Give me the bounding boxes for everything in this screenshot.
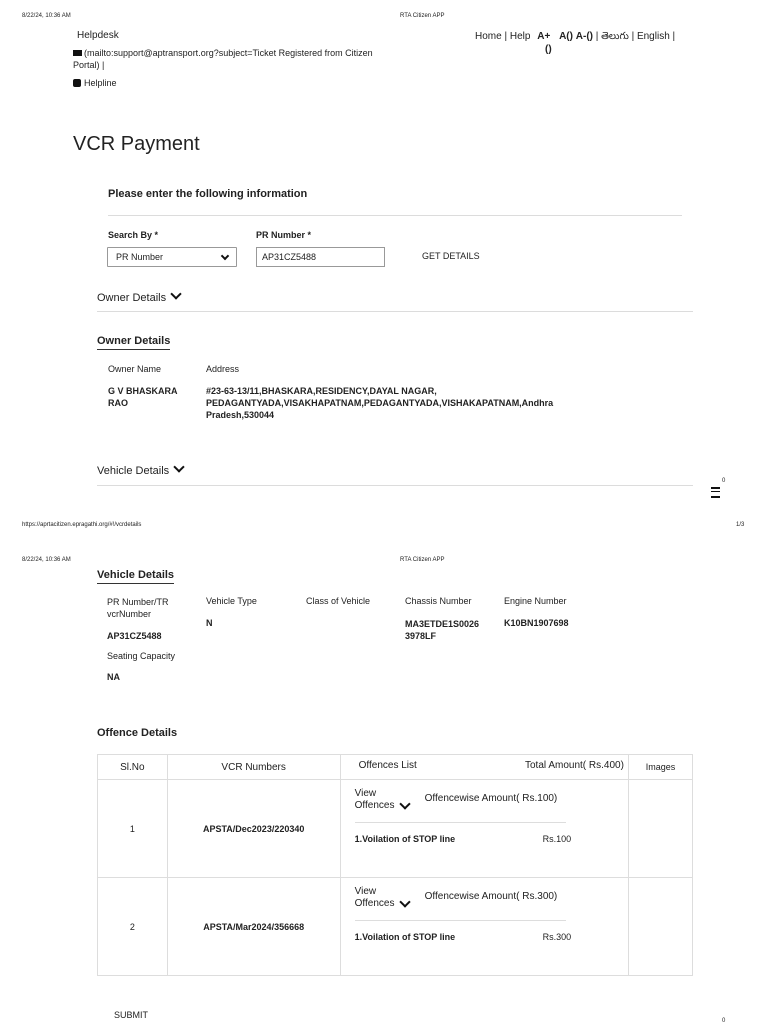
table-row	[98, 780, 693, 878]
helpline-link[interactable]: Helpline	[73, 78, 117, 88]
owner-details-title: Owner Details	[97, 335, 170, 350]
vehicle-details-toggle[interactable]: Vehicle Details	[97, 465, 183, 477]
row-vcr: APSTA/Dec2023/220340	[167, 780, 340, 878]
form-heading: Please enter the following information	[108, 188, 308, 200]
cart-count: 0	[722, 1018, 726, 1024]
offence-name: 1.Voilation of STOP line	[354, 834, 456, 844]
chevron-down-icon	[170, 288, 181, 299]
divider	[355, 920, 566, 921]
lang-telugu[interactable]: తెలుగు	[601, 31, 629, 42]
helpdesk-label: Helpdesk	[77, 30, 119, 41]
row-vcr: APSTA/Mar2024/356668	[167, 878, 340, 976]
chevron-down-icon	[221, 252, 229, 260]
chassis-value: MA3ETDE1S00263978LF	[405, 619, 480, 641]
list-icon	[711, 487, 720, 498]
table-row	[98, 878, 693, 976]
font-decrease-button[interactable]: A-	[575, 31, 587, 42]
print-datetime: 8/22/24, 10:36 AM	[22, 13, 71, 19]
print-title: RTA Citizen APP	[400, 557, 445, 563]
divider	[97, 311, 693, 312]
address-label: Address	[206, 364, 240, 374]
col-slno: Sl.No	[98, 755, 168, 780]
divider	[97, 485, 693, 486]
font-increase-button[interactable]: A+	[537, 31, 551, 42]
engine-value: K10BN1907698	[504, 618, 569, 628]
cart-count: 0	[722, 478, 726, 484]
offencewise-amount: Offencewise Amount( Rs.100)	[424, 793, 558, 804]
row-offences	[340, 780, 628, 878]
offence-amount: Rs.300	[542, 932, 572, 942]
row-images	[628, 878, 692, 976]
offence-name: 1.Voilation of STOP line	[354, 932, 456, 942]
search-by-select[interactable]: PR Number	[107, 247, 237, 267]
vehicle-type-value: N	[206, 618, 213, 628]
pr-number-input[interactable]: AP31CZ5488	[256, 247, 385, 267]
cart-button[interactable]	[711, 485, 720, 503]
divider	[355, 822, 566, 823]
pr-number-label: PR Number/TR vcrNumber	[107, 597, 169, 619]
pr-number-label: PR Number *	[256, 230, 312, 240]
row-images	[628, 780, 692, 878]
top-nav: Home | Help A+ A() A-() | తెలుగు | English |	[475, 31, 676, 42]
col-images: Images	[628, 755, 692, 780]
owner-name-value: G V BHASKARA RAO	[108, 386, 178, 408]
phone-icon	[73, 79, 81, 87]
font-reset-button[interactable]: A	[559, 31, 567, 42]
chevron-down-icon	[399, 896, 410, 907]
class-label: Class of Vehicle	[306, 596, 371, 606]
support-mail-link[interactable]: (mailto:support@aptransport.org?subject=Ticket Registered from Citizen Portal) |	[73, 48, 373, 70]
envelope-icon	[73, 50, 82, 56]
lang-english[interactable]: English	[636, 31, 670, 42]
offence-details-title: Offence Details	[97, 727, 178, 739]
owner-name-label: Owner Name	[108, 364, 162, 374]
address-value: #23-63-13/11,BHASKARA,RESIDENCY,DAYAL NAGAR, PEDAGANTYADA,VISAKHAPATNAM,PEDAGANTYADA,VISHAKAPATNAM,Andhra Pradesh,530044	[206, 386, 554, 420]
engine-label: Engine Number	[504, 596, 567, 606]
col-vcr: VCR Numbers	[167, 755, 340, 780]
footer-url: https://aprtacitizen.epragathi.org/#!/vcrdetails	[22, 522, 142, 528]
vehicle-details-title: Vehicle Details	[97, 569, 174, 584]
nav-home[interactable]: Home	[475, 31, 502, 42]
view-offences-toggle[interactable]: View Offences	[354, 788, 395, 811]
row-slno: 2	[98, 878, 168, 976]
chevron-down-icon	[399, 798, 410, 809]
view-offences-toggle[interactable]: View Offences	[354, 886, 395, 909]
offencewise-amount: Offencewise Amount( Rs.300)	[424, 891, 558, 902]
page-title: VCR Payment	[73, 133, 200, 155]
chassis-label: Chassis Number	[405, 596, 472, 606]
offence-table	[97, 754, 693, 976]
print-title: RTA Citizen APP	[400, 13, 445, 19]
row-slno: 1	[98, 780, 168, 878]
chevron-down-icon	[173, 461, 184, 472]
nav-help[interactable]: Help	[509, 31, 531, 42]
footer-page: 1/3	[736, 522, 745, 528]
col-offences: Offences List Total Amount( Rs.400)	[340, 755, 628, 780]
font-plus-parens: ()	[545, 44, 552, 55]
seating-value: NA	[107, 672, 120, 682]
vehicle-type-label: Vehicle Type	[206, 596, 257, 606]
get-details-button[interactable]: GET DETAILS	[422, 251, 480, 261]
offence-amount: Rs.100	[542, 834, 572, 844]
row-offences	[340, 878, 628, 976]
owner-details-toggle[interactable]: Owner Details	[97, 292, 180, 304]
seating-label: Seating Capacity	[107, 651, 176, 661]
print-datetime: 8/22/24, 10:36 AM	[22, 557, 71, 563]
pr-number-value: AP31CZ5488	[107, 631, 162, 641]
table-header-row	[98, 755, 693, 780]
submit-button[interactable]: SUBMIT	[114, 1010, 149, 1020]
search-by-label: Search By *	[108, 230, 159, 240]
divider	[108, 215, 682, 216]
